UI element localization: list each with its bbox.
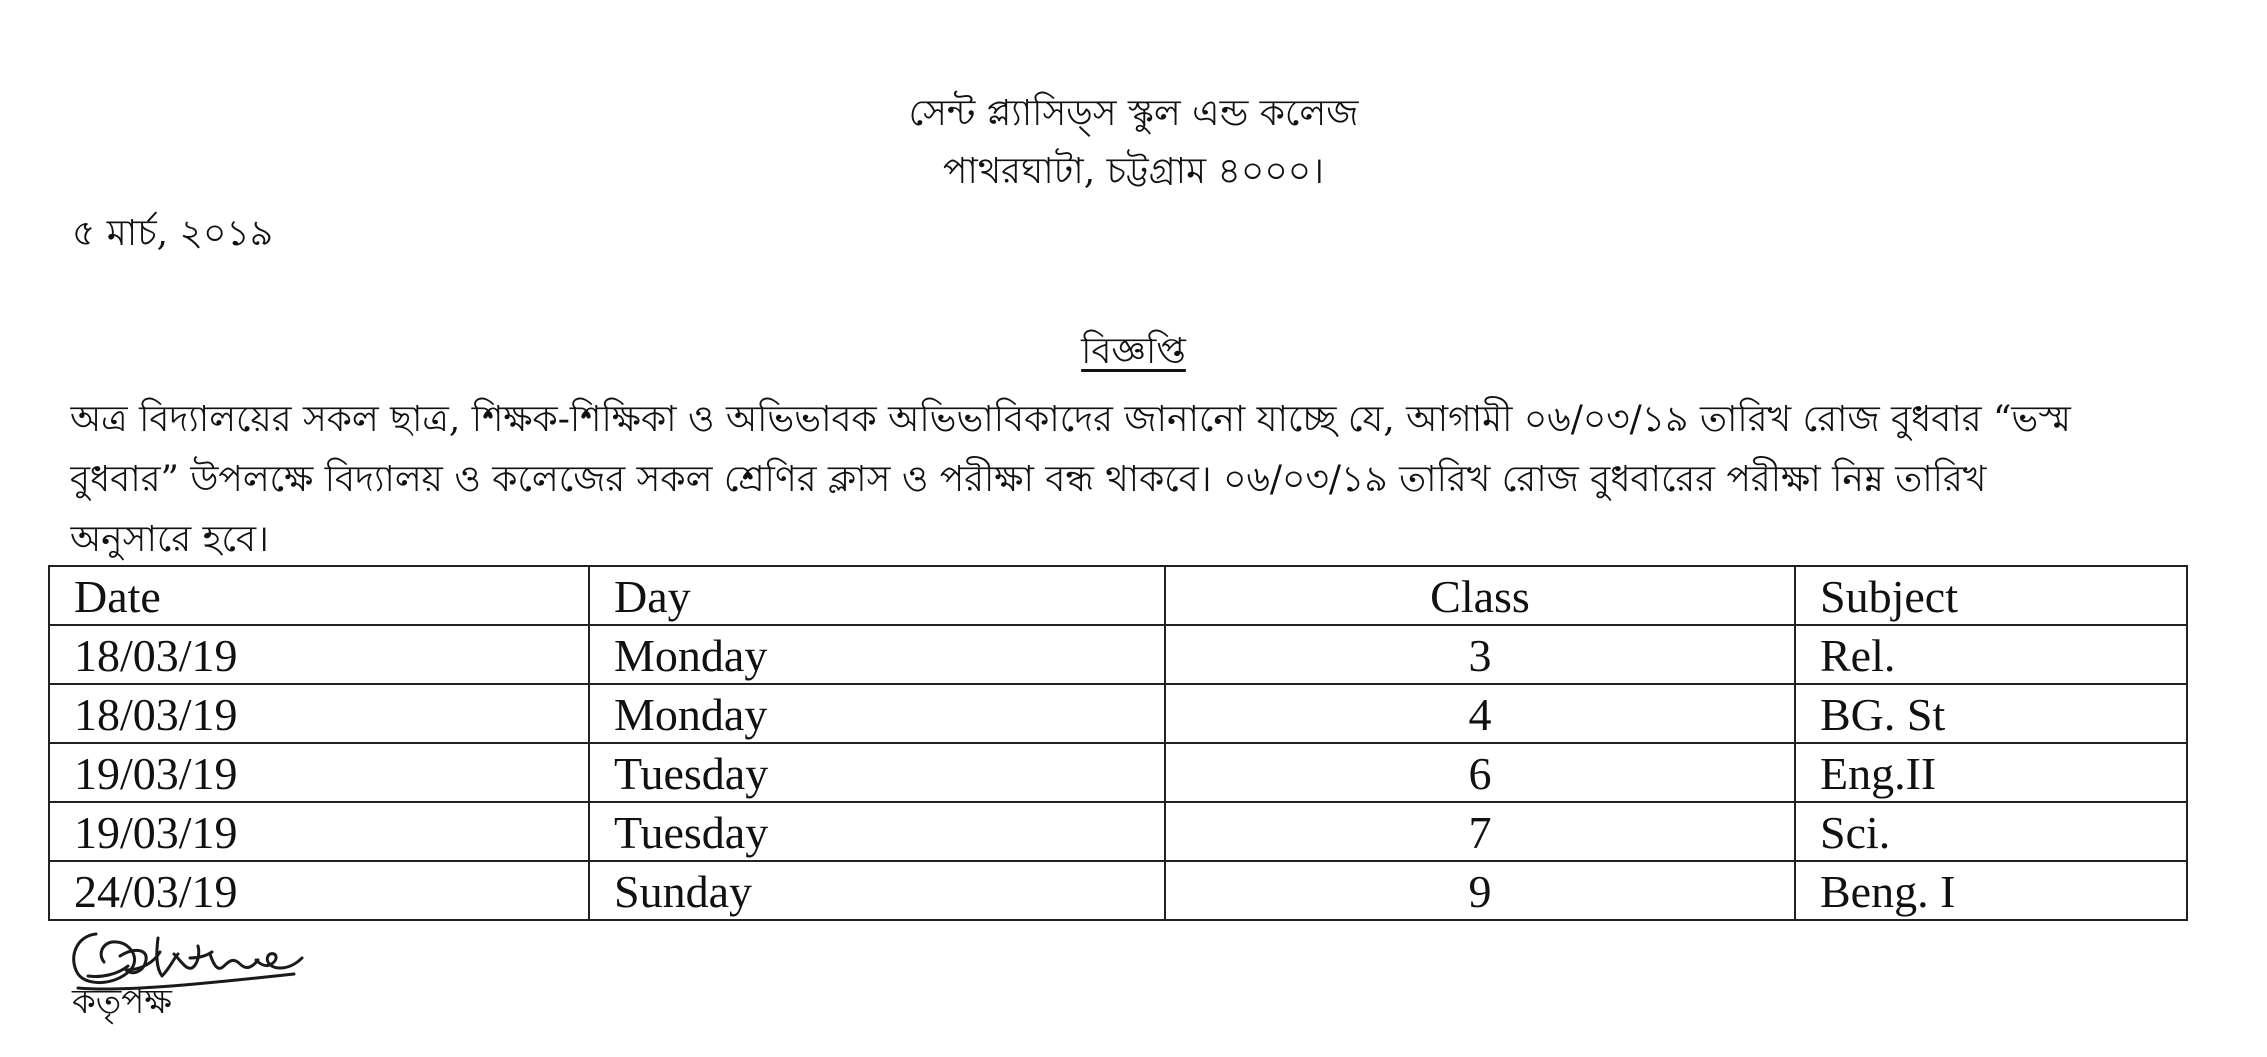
cell-subject: Rel. (1795, 625, 2187, 684)
table-row (49, 684, 2187, 743)
header-date: Date (49, 566, 589, 625)
school-name: সেন্ট প্ল্যাসিড্স স্কুল এন্ড কলেজ (908, 93, 1359, 134)
cell-day: Sunday (589, 861, 1165, 920)
cell-date: 18/03/19 (49, 625, 589, 684)
header-day: Day (589, 566, 1165, 625)
table-row (49, 802, 2187, 861)
exam-schedule-table (48, 565, 2188, 921)
table-row (49, 743, 2187, 802)
cell-class: 3 (1165, 625, 1795, 684)
cell-day: Tuesday (589, 802, 1165, 861)
notice-date: ৫ মার্চ, ২০১৯ (72, 213, 274, 254)
cell-subject: Eng.II (1795, 743, 2187, 802)
cell-class: 9 (1165, 861, 1795, 920)
notice-line-2: বুধবার” উপলক্ষে বিদ্যালয় ও কলেজের সকল শ্রেণির ক্লাস ও পরীক্ষা বন্ধ থাকবে। ০৬/০৩/১৯ তারিখ রোজ বুধবারের পরীক্ষা নিম্ন তারিখ (70, 459, 1987, 500)
cell-date: 19/03/19 (49, 802, 589, 861)
cell-day: Monday (589, 625, 1165, 684)
notice-body (70, 390, 2267, 570)
cell-class: 6 (1165, 743, 1795, 802)
cell-date: 18/03/19 (49, 684, 589, 743)
table-row (49, 861, 2187, 920)
cell-date: 24/03/19 (49, 861, 589, 920)
notice-line-1: অত্র বিদ্যালয়ের সকল ছাত্র, শিক্ষক-শিক্ষিকা ও অভিভাবক অভিভাবিকাদের জানানো যাচ্ছে যে, আগামী ০৬/০৩/১৯ তারিখ রোজ বুধবার “ভস্ম (70, 399, 2071, 440)
cell-day: Monday (589, 684, 1165, 743)
table-row (49, 625, 2187, 684)
cell-subject: Beng. I (1795, 861, 2187, 920)
notice-title-text: বিজ্ঞপ্তি (1081, 331, 1186, 372)
header-class: Class (1165, 566, 1795, 625)
cell-class: 4 (1165, 684, 1795, 743)
cell-date: 19/03/19 (49, 743, 589, 802)
school-address: পাথরঘাটা, চট্টগ্রাম ৪০০০। (942, 151, 1325, 192)
table-header-row (49, 566, 2187, 625)
cell-class: 7 (1165, 802, 1795, 861)
cell-subject: Sci. (1795, 802, 2187, 861)
notice-line-3: অনুসারে হবে। (70, 519, 269, 560)
notice-title (0, 330, 2267, 374)
cell-subject: BG. St (1795, 684, 2187, 743)
header-subject: Subject (1795, 566, 2187, 625)
authority-label: কতৃপক্ষ (72, 982, 172, 1022)
cell-day: Tuesday (589, 743, 1165, 802)
